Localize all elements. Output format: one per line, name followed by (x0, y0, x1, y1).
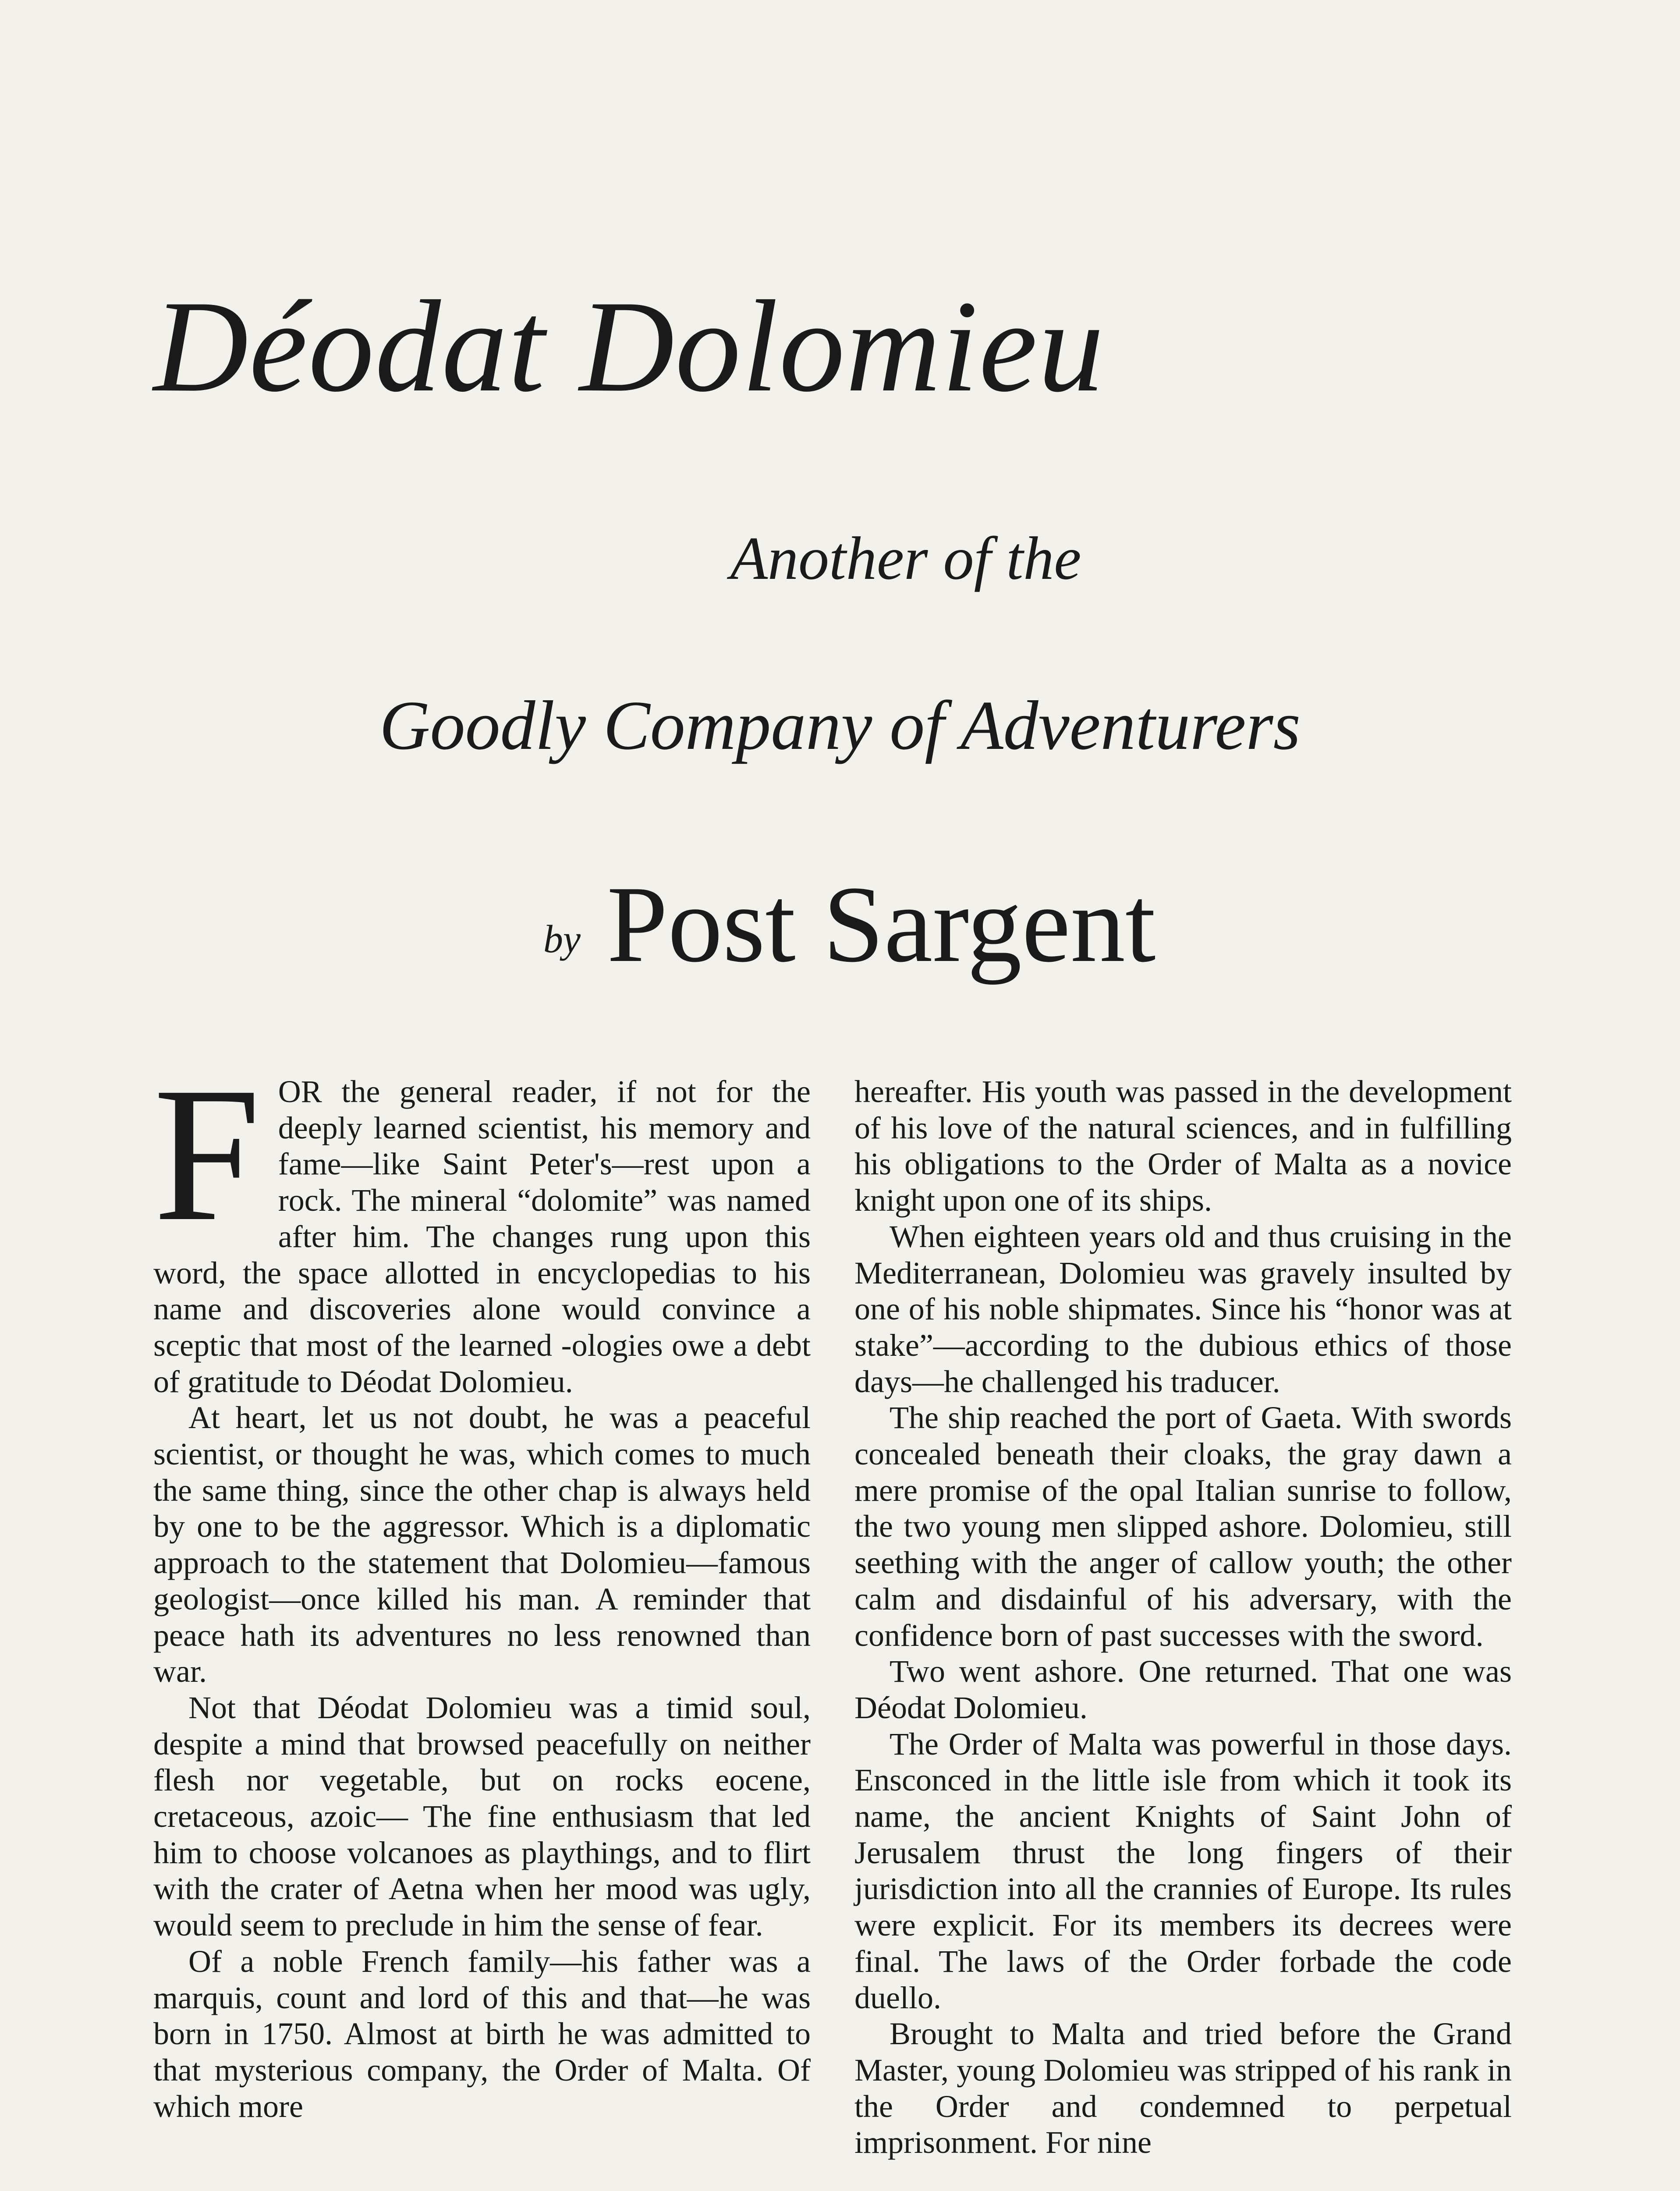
body-paragraph: Of a noble French family—his father was a marquis, count and lord of this and that—he was born in 1750. Almost at birth he was admitted to that mysterious company, the Order of Malta. Of which more (153, 1943, 811, 2124)
byline-by: by (543, 918, 581, 961)
body-paragraph: hereafter. His youth was passed in the development of his love of the natural sciences, and in fulfilling his obligations to the Order of Malta as a novice knight upon one of its ships. (854, 1074, 1512, 1218)
body-paragraph: Two went ashore. One returned. That one was Déodat Dolomieu. (854, 1654, 1512, 1725)
left-column (153, 1048, 811, 2124)
body-paragraph: At heart, let us not doubt, he was a peaceful scientist, or thought he was, which comes to much the same thing, since the other chap is always held by one to be the aggressor. Which is a diplomatic approach to the statement that Dolomieu—famous geologist—once killed his man. A reminder that peace hath its adventures no less renowned than war. (153, 1400, 811, 1689)
subtitle-line-1: Another of the (730, 525, 1081, 592)
byline (543, 864, 1156, 985)
drop-cap: F (153, 1048, 261, 1261)
lead-paragraph-text: OR the general reader, if not for the deeply learned scientist, his memory and fame—like Saint Peter's—rest upon a rock. The mineral “dolomite” was named after him. The changes rung upon this word, the space allotted in encyclopedias to his name and discoveries alone would convince a sceptic that most of the learned -ologies owe a debt of gratitude to Déodat Dolomieu. (153, 1074, 811, 1399)
body-paragraph: The ship reached the port of Gaeta. With swords concealed beneath their cloaks, the gray dawn a mere promise of the opal Italian sunrise to follow, the two young men slipped ashore. Dolomieu, still seething with the anger of callow youth; the other calm and disdainful of his adversary, with the confidence born of past successes with the sword. (854, 1400, 1512, 1653)
article-title: Déodat Dolomieu (153, 273, 1105, 419)
subtitle-line-2: Goodly Company of Adventurers (379, 686, 1301, 764)
body-paragraph: Not that Déodat Dolomieu was a timid soul, despite a mind that browsed peacefully on neither flesh nor vegetable, but on rocks eocene, cretaceous, azoic— The fine enthusiasm that led him to choose volcanoes as playthings, and to flirt with the crater of Aetna when her mood was ugly, would seem to preclude in him the sense of fear. (153, 1690, 811, 1943)
lead-paragraph (153, 1048, 811, 1400)
body-paragraph: The Order of Malta was powerful in those days. Ensconced in the little isle from which it took its name, the ancient Knights of Saint John of Jerusalem thrust the long fingers of their jurisdiction into all the crannies of Europe. Its rules were explicit. For its members its decrees were final. The laws of the Order forbade the code duello. (854, 1726, 1512, 2015)
body-paragraph: Brought to Malta and tried before the Grand Master, young Dolomieu was stripped of his rank in the Order and condemned to perpetual imprisonment. For nine (854, 2016, 1512, 2160)
body-paragraph: When eighteen years old and thus cruising in the Mediterranean, Dolomieu was gravely insulted by one of his noble shipmates. Since his “honor was at stake”—according to the dubious ethics of those days—he challenged his traducer. (854, 1219, 1512, 1399)
byline-author: Post Sargent (606, 864, 1156, 985)
right-column (854, 1074, 1512, 2161)
